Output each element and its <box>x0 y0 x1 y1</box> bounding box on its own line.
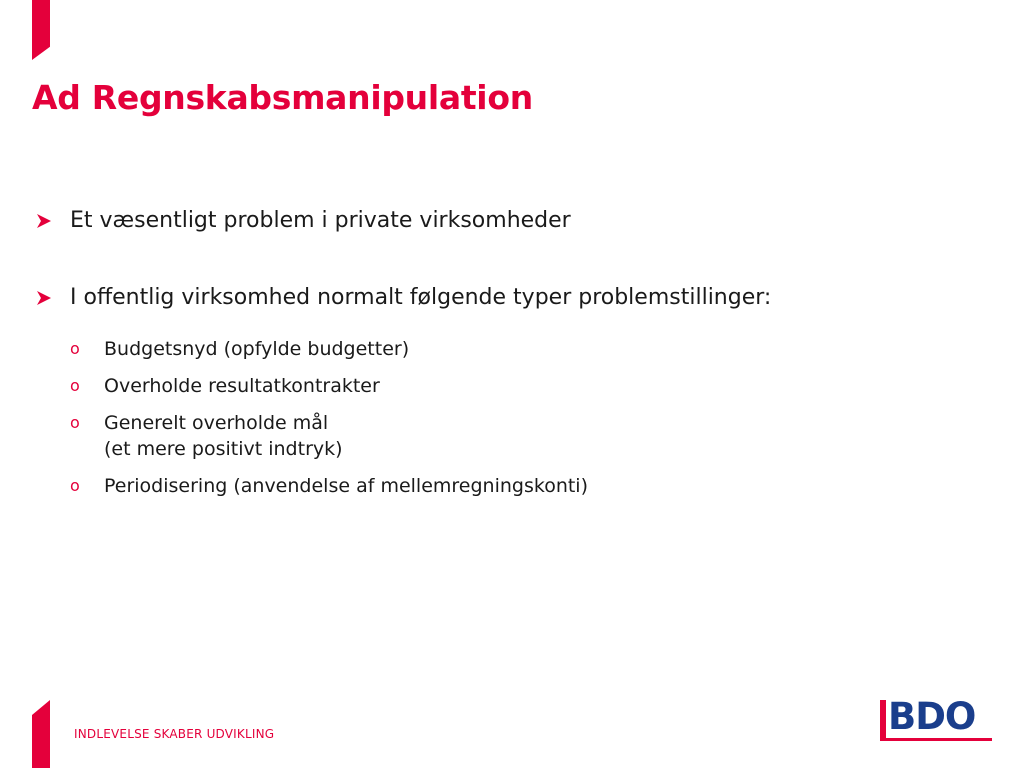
sub-bullet-item <box>70 373 976 399</box>
sub-bullet-item <box>70 473 976 499</box>
logo-text: BDO <box>888 695 976 738</box>
sub-bullet-text: Generelt overholde mål (et mere positivt indtryk) <box>104 412 343 460</box>
bullet-item <box>36 282 976 314</box>
bullet-text: I offentlig virksomhed normalt følgende typer problemstillinger: <box>70 285 772 310</box>
sub-bullet-list <box>36 336 976 499</box>
logo-red-bar <box>880 700 886 740</box>
bdo-logo <box>880 695 994 742</box>
hollow-circle-icon: o <box>70 413 80 432</box>
hollow-circle-icon: o <box>70 376 80 395</box>
hollow-circle-icon: o <box>70 339 80 358</box>
slide-content <box>36 205 976 510</box>
sub-bullet-text: Budgetsnyd (opfylde budgetter) <box>104 338 410 360</box>
hollow-circle-icon: o <box>70 476 80 495</box>
bottom-accent-bar <box>32 700 50 768</box>
footer-tagline: INDLEVELSE SKABER UDVIKLING <box>74 727 275 741</box>
sub-bullet-item <box>70 336 976 362</box>
bullet-text: Et væsentligt problem i private virksomheder <box>70 208 571 233</box>
sub-bullet-text: Periodisering (anvendelse af mellemregningskonti) <box>104 475 588 497</box>
arrowhead-icon <box>36 282 70 314</box>
sub-bullet-item <box>70 410 976 462</box>
arrowhead-icon <box>36 205 70 237</box>
logo-underline <box>880 738 992 741</box>
top-accent-bar <box>32 0 50 60</box>
sub-bullet-text: Overholde resultatkontrakter <box>104 375 380 397</box>
slide-title: Ad Regnskabsmanipulation <box>32 78 533 117</box>
bullet-item <box>36 205 976 237</box>
